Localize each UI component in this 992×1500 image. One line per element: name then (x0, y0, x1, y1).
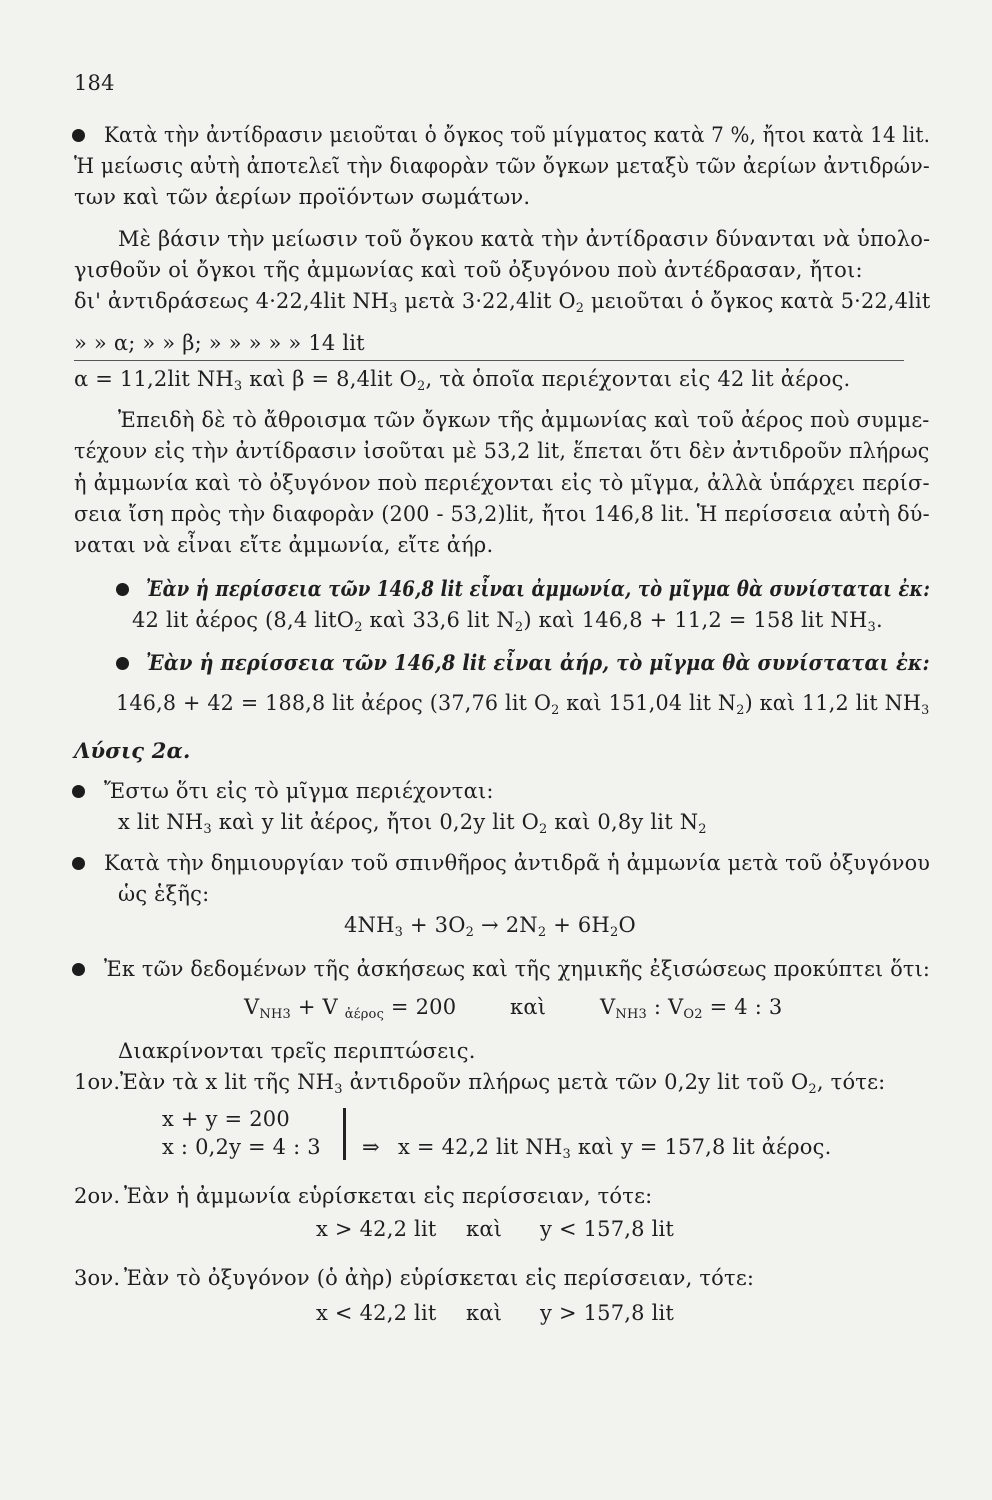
text-line: ὡς ἑξῆς: (118, 882, 210, 906)
bullet-icon (116, 583, 129, 596)
page-number: 184 (74, 71, 115, 95)
text-line: ναται νὰ εἶναι εἴτε ἀμμωνία, εἴτε ἀήρ. (74, 533, 494, 557)
system-equation: x + y = 200 (162, 1107, 290, 1131)
text-line: γισθοῦν οἱ ὄγκοι τῆς ἀμμωνίας καὶ τοῦ ὀξυγόνου ποὺ ἀντέδρασαν, ἤτοι: (74, 258, 863, 282)
text-line: καὶ (466, 1301, 503, 1325)
solution-heading: Λύσις 2α. (74, 738, 191, 763)
text-line: Ἐκ τῶν δεδομένων τῆς ἀσκήσεως καὶ τῆς χημικῆς ἐξισώσεως προκύπτει ὅτι: (104, 957, 931, 981)
text-line: δι' ἀντιδράσεως 4·22,4lit $NH_3$ μετὰ 3·22,4lit $O_2$ μειοῦται ὁ ὄγκος κατὰ 5·22,4lit (74, 289, 931, 316)
text-line: 146,8 + 42 = 188,8 lit ἀέρος (37,76 lit $O_2$ καὶ 151,04 lit $N_2$) καὶ 11,2 lit $NH_3$ (116, 691, 930, 718)
system-bar (343, 1108, 346, 1160)
text-line: x lit $NH_3$ καὶ y lit ἀέρος, ἤτοι 0,2y lit $O_2$ καὶ 0,8y lit $N_2$ (118, 810, 707, 837)
chemical-equation: $4NH_3 + 3O_2 \to 2N_2 + 6H_2O$ (344, 913, 636, 940)
text-line: 42 lit ἀέρος (8,4 litO$_2$ καὶ 33,6 lit $N_2$) καὶ 146,8 + 11,2 = 158 lit $NH_3$. (132, 608, 883, 635)
inequality: y < 157,8 lit (540, 1217, 675, 1241)
case-heading: Ἐὰν ἡ περίσσεια τῶν 146,8 lit εἶναι ἀμμωνία, τὸ μῖγμα θὰ συνίσταται ἐκ: (146, 576, 931, 601)
case-label: 1ον. (74, 1070, 121, 1094)
bullet-icon (116, 657, 129, 670)
text-line: σεια ἴση πρὸς τὴν διαφορὰν (200 - 53,2)lit, ἤτοι 146,8 lit. Ἡ περίσσεια αὐτὴ δύ- (74, 502, 930, 526)
case-label: 2ον. (74, 1184, 121, 1208)
text-line: καὶ (510, 995, 547, 1019)
text-line: α = 11,2lit $NH_3$ καὶ β = 8,4lit $O_2$, τὰ ὁποῖα περιέχονται εἰς 42 lit ἀέρος. (74, 367, 851, 394)
text-line: Ἐὰν τὸ ὀξυγόνον (ὁ ἀὴρ) εὑρίσκεται εἰς περίσσειαν, τότε: (124, 1266, 755, 1290)
text-line: καὶ (466, 1217, 503, 1241)
text-line: Κατὰ τὴν δημιουργίαν τοῦ σπινθῆρος ἀντιδρᾶ ἡ ἀμμωνία μετὰ τοῦ ὀξυγόνου (104, 851, 931, 875)
text-line: Ἐὰν ἡ ἀμμωνία εὑρίσκεται εἰς περίσσειαν, τότε: (124, 1184, 653, 1208)
text-line: Ἐὰν τὰ x lit τῆς $NH_3$ ἀντιδροῦν πλήρως μετὰ τῶν 0,2y lit τοῦ $O_2$, τότε: (120, 1070, 886, 1097)
text-line: Ἔστω ὅτι εἰς τὸ μῖγμα περιέχονται: (104, 779, 494, 803)
bullet-icon (72, 963, 85, 976)
text-line: Ἐπειδὴ δὲ τὸ ἄθροισμα τῶν ὄγκων τῆς ἀμμωνίας καὶ τοῦ ἀέρος ποὺ συμμε- (118, 408, 930, 432)
text-line: » » α; » » β; » » » » » 14 lit (74, 331, 365, 355)
text-line: τέχουν εἰς τὴν ἀντίδρασιν ἰσοῦται μὲ 53,2 lit, ἕπεται ὅτι δὲν ἀντιδροῦν πλήρως (74, 439, 930, 463)
fraction-rule (74, 360, 904, 361)
text-line: Κατὰ τὴν ἀντίδρασιν μειοῦται ὁ ὄγκος τοῦ μίγματος κατὰ 7 %, ἤτοι κατὰ 14 lit. (104, 123, 931, 147)
text-line: ἡ ἀμμωνία καὶ τὸ ὀξυγόνον ποὺ περιέχονται εἰς τὸ μῖγμα, ἀλλὰ ὑπάρχει περίσ- (74, 471, 930, 495)
inequality: x > 42,2 lit (316, 1217, 437, 1241)
text-line: Ἡ μείωσις αὐτὴ ἀποτελεῖ τὴν διαφορὰν τῶν ὄγκων μεταξὺ τῶν ἀερίων ἀντιδρών- (74, 154, 930, 178)
implies-arrow: ⇒ (362, 1135, 380, 1159)
case-label: 3ον. (74, 1266, 121, 1290)
inequality: y > 157,8 lit (540, 1301, 675, 1325)
text-line: Μὲ βάσιν τὴν μείωσιν τοῦ ὄγκου κατὰ τὴν ἀντίδρασιν δύνανται νὰ ὑπολο- (118, 227, 931, 251)
volume-equation: $V_{NH3} + V$ $_{ἀέ\rho o\varsigma}$ = 200 (244, 995, 457, 1022)
text-line: Διακρίνονται τρεῖς περιπτώσεις. (118, 1039, 476, 1063)
system-equation: x : 0,2y = 4 : 3 (162, 1135, 321, 1159)
bullet-icon (72, 129, 85, 142)
case-heading: Ἐὰν ἡ περίσσεια τῶν 146,8 lit εἶναι ἀήρ, τὸ μῖγμα θὰ συνίσταται ἐκ: (146, 650, 930, 675)
text-line: των καὶ τῶν ἀερίων προϊόντων σωμάτων. (74, 185, 531, 209)
text-line: x = 42,2 lit $NH_3$ καὶ y = 157,8 lit ἀέρος. (398, 1135, 832, 1162)
bullet-icon (72, 785, 85, 798)
inequality: x < 42,2 lit (316, 1301, 437, 1325)
bullet-icon (72, 857, 85, 870)
ratio-equation: $V_{NH3}$ : $V_{O2} = 4$ : 3 (600, 995, 783, 1022)
